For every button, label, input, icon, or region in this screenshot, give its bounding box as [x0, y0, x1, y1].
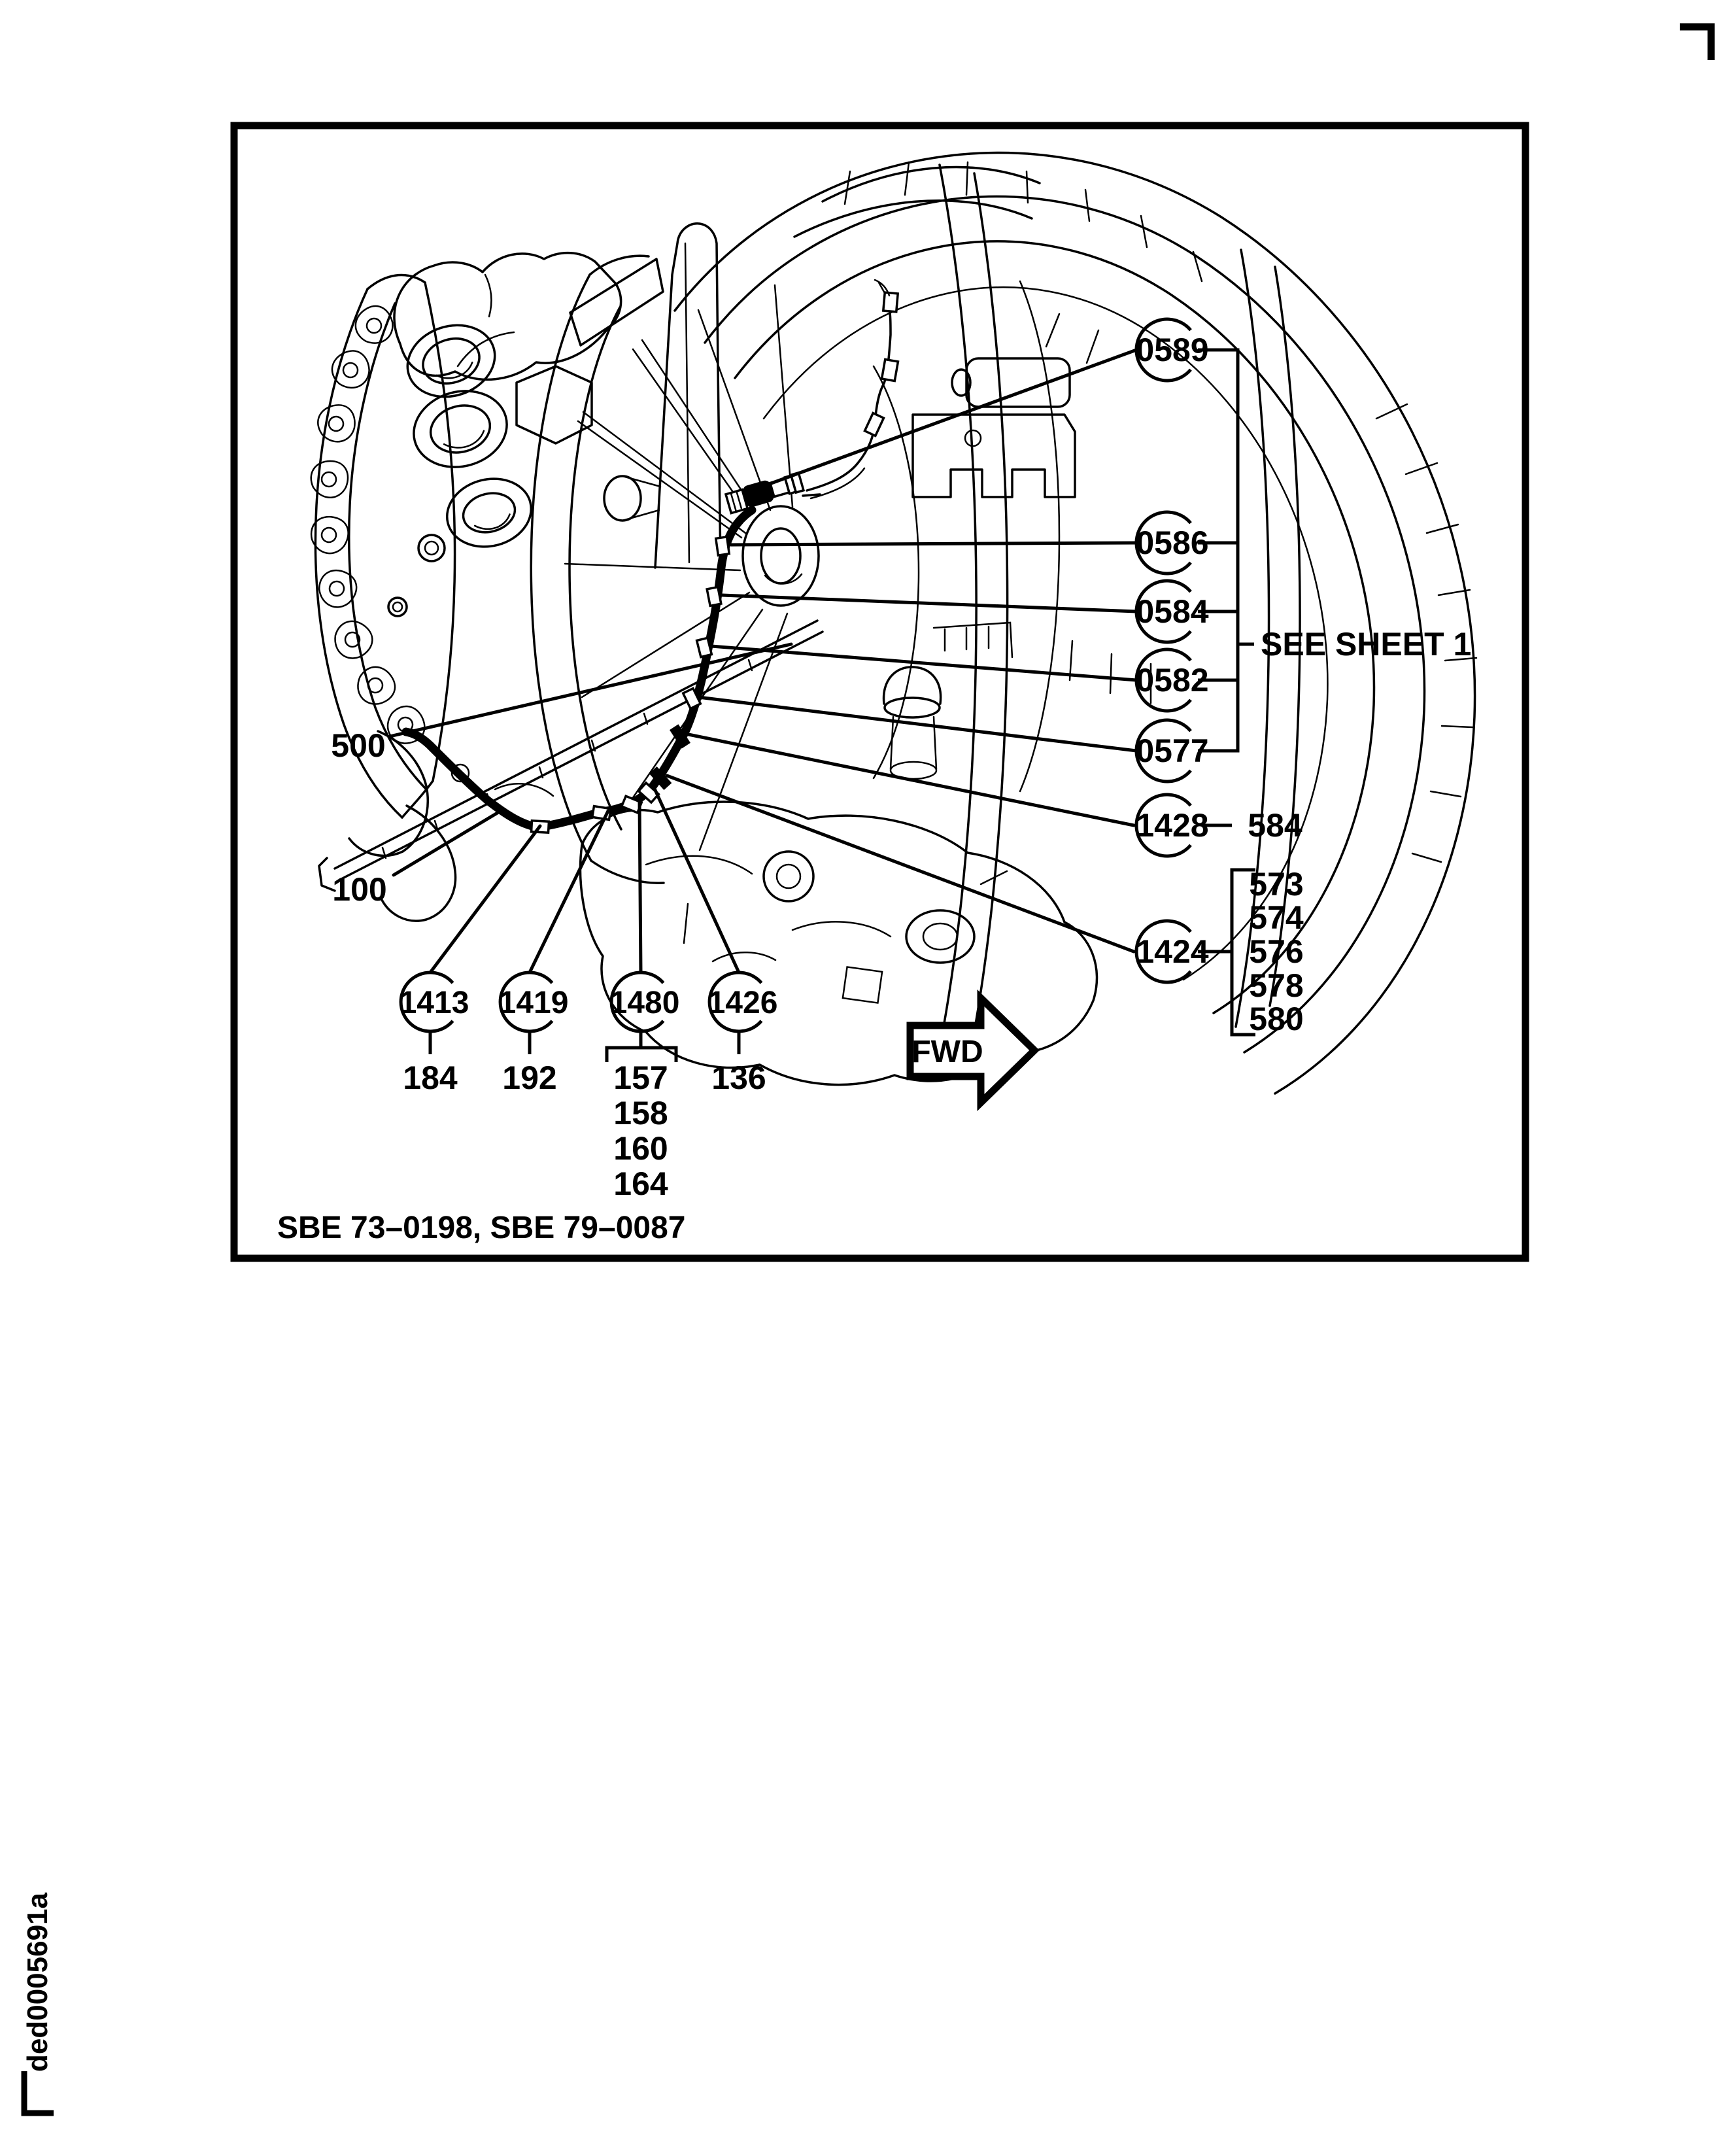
callout-0584-label: 0584: [1136, 593, 1209, 630]
callout-1428-label: 1428: [1136, 807, 1209, 844]
callout-1419: [499, 972, 569, 1096]
callout-1480: [607, 972, 679, 1202]
ref-574: 574: [1249, 899, 1304, 936]
conduit-rail: [319, 621, 823, 891]
see-sheet-note: SEE SHEET 1: [1261, 626, 1472, 663]
callout-1480-label: 1480: [609, 986, 680, 1020]
fwd-label: FWD: [911, 1035, 983, 1069]
callout-1426-label: 1426: [707, 986, 778, 1020]
ref-580: 580: [1249, 1001, 1304, 1037]
leader-0582: [711, 646, 1136, 680]
leader-0586: [731, 543, 1136, 545]
figure-id-vertical: ded0005691a: [22, 1893, 54, 2072]
callout-1424: [1136, 866, 1304, 1037]
callout-0582-label: 0582: [1136, 662, 1209, 698]
ref-164: 164: [613, 1165, 668, 1202]
leader-1424: [667, 776, 1134, 952]
leader-1413: [430, 826, 540, 972]
ref-158: 158: [613, 1095, 668, 1131]
see-sheet-bracket: [1198, 350, 1471, 751]
callout-0586: [1136, 512, 1208, 574]
leader-1480: [639, 800, 641, 972]
ref-573: 573: [1249, 866, 1304, 903]
ref-160: 160: [613, 1130, 668, 1167]
ref-157: 157: [613, 1059, 668, 1096]
figure-caption: SBE 73–0198, SBE 79–0087: [277, 1211, 686, 1245]
callout-0577-label: 0577: [1136, 732, 1209, 769]
ref-184: 184: [403, 1059, 458, 1096]
leader-0584: [722, 595, 1136, 611]
ref-192: 192: [502, 1059, 557, 1096]
leader-1426: [655, 790, 739, 972]
ref-136: 136: [711, 1059, 766, 1096]
leader-1419: [530, 811, 608, 972]
callout-1419-label: 1419: [498, 986, 569, 1020]
label-500: 500: [331, 727, 386, 764]
callout-1413-label: 1413: [399, 986, 469, 1020]
callout-1413: [400, 972, 469, 1096]
top-bracketry: [517, 224, 1075, 779]
callout-0577: [1136, 720, 1208, 782]
leader-1428: [685, 734, 1134, 825]
callout-0589-label: 0589: [1136, 332, 1209, 368]
corner-mark-top-right: [1680, 27, 1711, 60]
leader-0577: [698, 697, 1136, 751]
label-100: 100: [332, 871, 387, 908]
callout-1426: [708, 972, 778, 1096]
callout-0582: [1136, 649, 1208, 711]
corner-mark-bottom-left: [24, 2071, 54, 2113]
callout-0586-label: 0586: [1136, 525, 1209, 561]
callout-1424-label: 1424: [1136, 933, 1209, 970]
ref-584: 584: [1248, 807, 1302, 844]
ref-576: 576: [1249, 933, 1304, 970]
leader-0589: [760, 350, 1136, 487]
ref-578: 578: [1249, 967, 1304, 1004]
fwd-arrow: [910, 998, 1034, 1103]
flange-holes: [308, 300, 430, 749]
callout-1428: [1136, 795, 1302, 856]
engine-case-barrel: [675, 153, 1476, 1093]
